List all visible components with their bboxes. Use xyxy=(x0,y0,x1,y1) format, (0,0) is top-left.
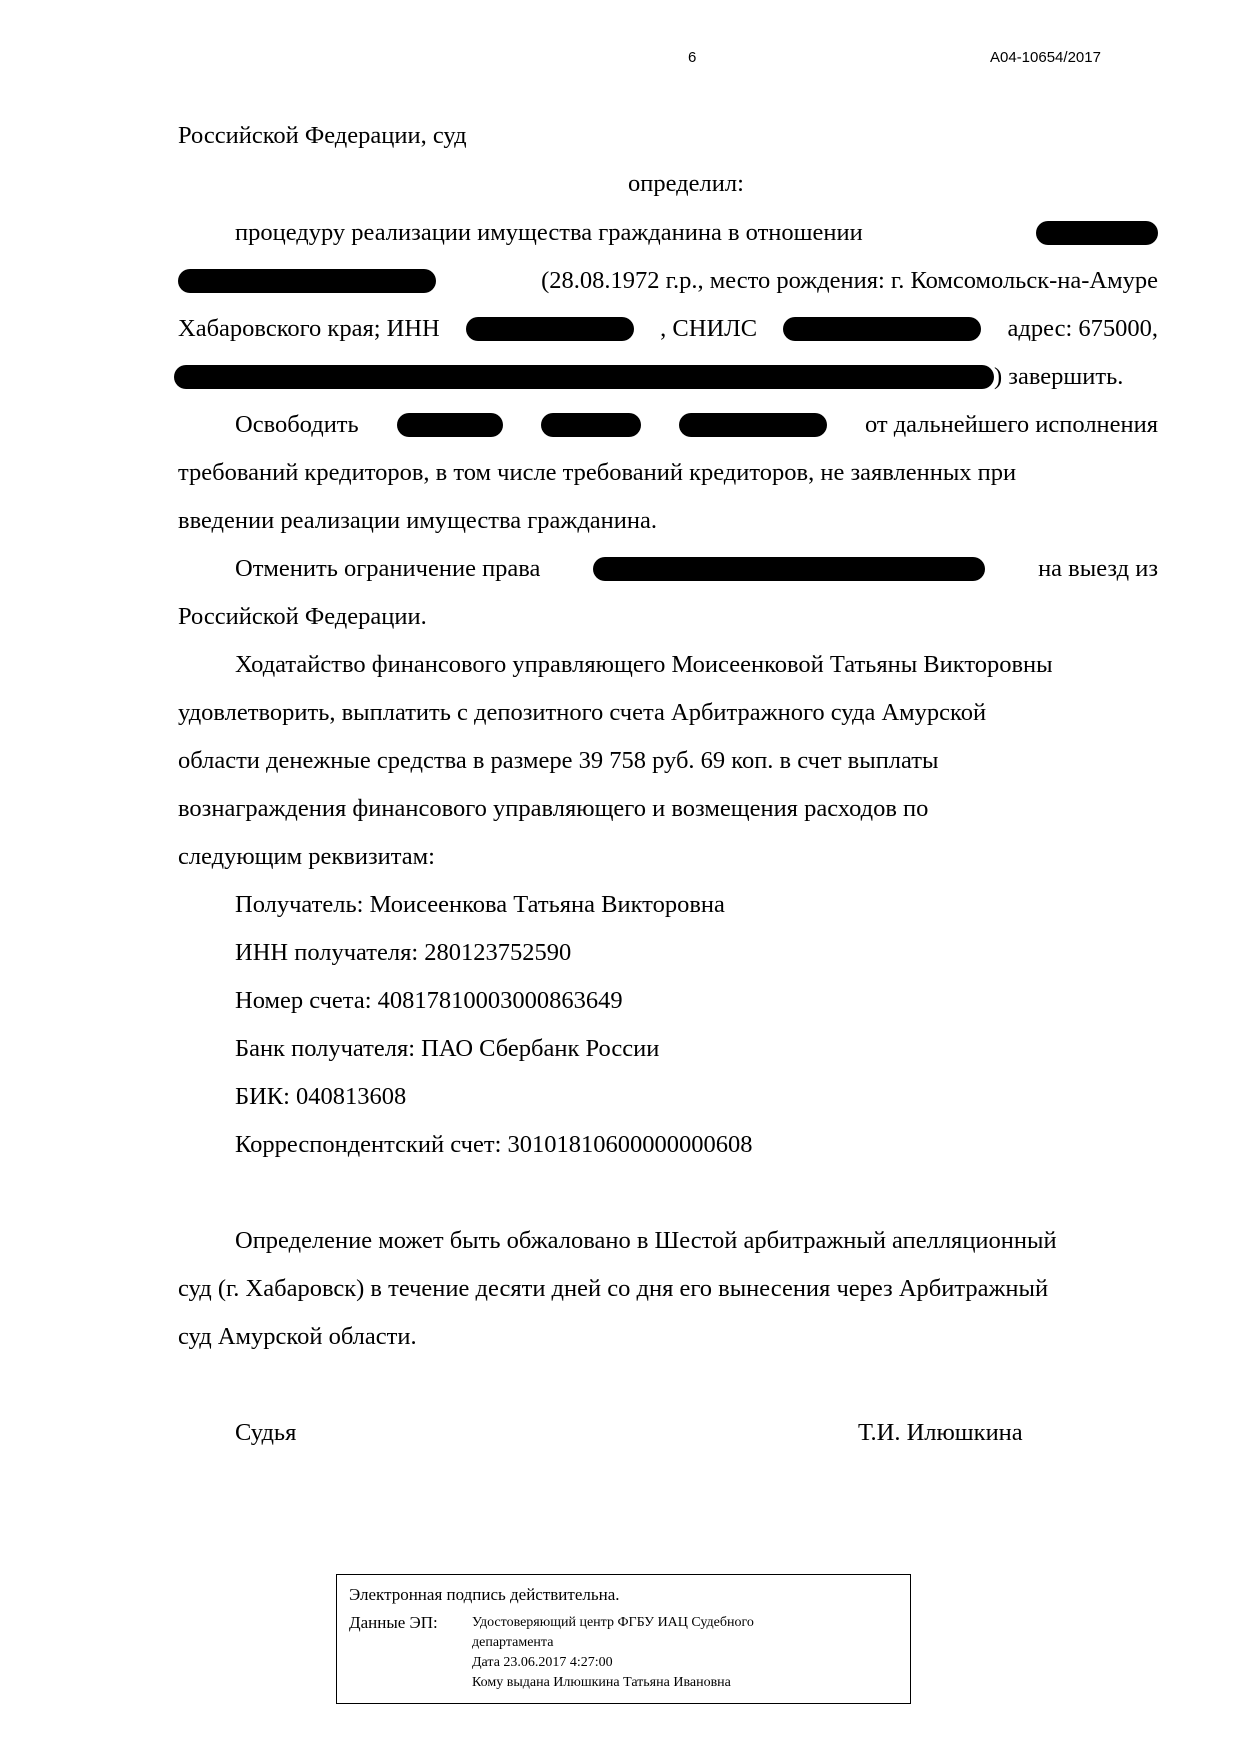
text-segment: требований кредиторов, в том числе требований кредиторов, не заявленных при xyxy=(178,459,1017,486)
requisite-recipient: Получатель: Моисеенкова Татьяна Викторовна xyxy=(235,891,725,918)
text-line xyxy=(235,650,1158,680)
text-segment: ) завершить. xyxy=(994,363,1124,390)
page-number: 6 xyxy=(688,49,697,66)
requisite-inn: ИНН получателя: 280123752590 xyxy=(235,939,572,966)
text-line xyxy=(178,794,1158,824)
requisite-bank: Банк получателя: ПАО Сбербанк России xyxy=(235,1035,660,1062)
judge-title: Судья xyxy=(235,1419,297,1446)
text-segment: адрес: 675000, xyxy=(1007,315,1159,342)
requisite-correspondent-account: Корреспондентский счет: 30101810600000000608 xyxy=(235,1131,753,1158)
text-segment: Отменить ограничение права xyxy=(235,555,541,582)
text-line: следующим реквизитам: xyxy=(178,843,435,870)
text-line xyxy=(235,554,1158,584)
text-line xyxy=(235,410,1158,440)
stamp-issuer-cont: департамента xyxy=(472,1635,554,1650)
text-segment: Ходатайство финансового управляющего Моисеенковой Татьяны Викторовны xyxy=(235,651,1053,678)
stamp-issuer: Удостоверяющий центр ФГБУ ИАЦ Судебного xyxy=(472,1615,754,1630)
redaction-block xyxy=(783,317,981,341)
redaction-block xyxy=(466,317,634,341)
stamp-issued-to: Кому выдана Илюшкина Татьяна Ивановна xyxy=(472,1675,731,1690)
text-segment: от дальнейшего исполнения xyxy=(864,411,1159,438)
text-segment: процедуру реализации имущества гражданина в отношении xyxy=(235,219,863,246)
redaction-block xyxy=(174,365,994,389)
text-line xyxy=(178,314,1158,344)
redaction-block xyxy=(1036,221,1158,245)
redaction-block xyxy=(679,413,827,437)
text-line xyxy=(235,218,1158,248)
text-segment: области денежные средства в размере 39 758 руб. 69 коп. в счет выплаты xyxy=(178,747,939,774)
text-line xyxy=(178,266,1158,296)
requisite-account: Номер счета: 40817810003000863649 xyxy=(235,987,623,1014)
text-line xyxy=(178,458,1158,488)
text-segment: вознаграждения финансового управляющего и возмещения расходов по xyxy=(178,795,929,822)
text-segment: Хабаровского края; ИНН xyxy=(178,315,440,342)
text-line: суд Амурской области. xyxy=(178,1323,417,1350)
text-segment: (28.08.1972 г.р., место рождения: г. Комсомольск-на-Амуре xyxy=(541,267,1158,294)
text-segment: , СНИЛС xyxy=(660,315,758,342)
text-line xyxy=(174,362,1123,392)
text-line xyxy=(235,1226,1158,1256)
operative-heading: определил: xyxy=(628,170,744,197)
text-line: Российской Федерации, суд xyxy=(178,122,467,149)
text-segment: Определение может быть обжаловано в Шестой арбитражный апелляционный xyxy=(235,1227,1057,1254)
requisite-bik: БИК: 040813608 xyxy=(235,1083,407,1110)
text-line: введении реализации имущества гражданина. xyxy=(178,507,658,534)
text-line: Российской Федерации. xyxy=(178,603,427,630)
judge-name: Т.И. Илюшкина xyxy=(858,1419,1023,1446)
redaction-block xyxy=(178,269,436,293)
text-line xyxy=(178,746,1158,776)
redaction-block xyxy=(541,413,641,437)
redaction-block xyxy=(397,413,503,437)
redaction-block xyxy=(593,557,985,581)
stamp-label: Данные ЭП: xyxy=(349,1613,438,1632)
text-line xyxy=(178,698,1158,728)
text-segment: суд (г. Хабаровск) в течение десяти дней со дня его вынесения через Арбитражный xyxy=(178,1275,1049,1302)
case-number: А04-10654/2017 xyxy=(990,49,1101,66)
text-segment: Освободить xyxy=(235,411,359,438)
e-signature-stamp xyxy=(336,1574,911,1704)
text-segment: удовлетворить, выплатить с депозитного счета Арбитражного суда Амурской xyxy=(178,699,987,726)
text-segment: на выезд из xyxy=(1038,555,1158,582)
stamp-date: Дата 23.06.2017 4:27:00 xyxy=(472,1655,613,1670)
text-line xyxy=(178,1274,1158,1304)
stamp-valid: Электронная подпись действительна. xyxy=(349,1585,620,1604)
